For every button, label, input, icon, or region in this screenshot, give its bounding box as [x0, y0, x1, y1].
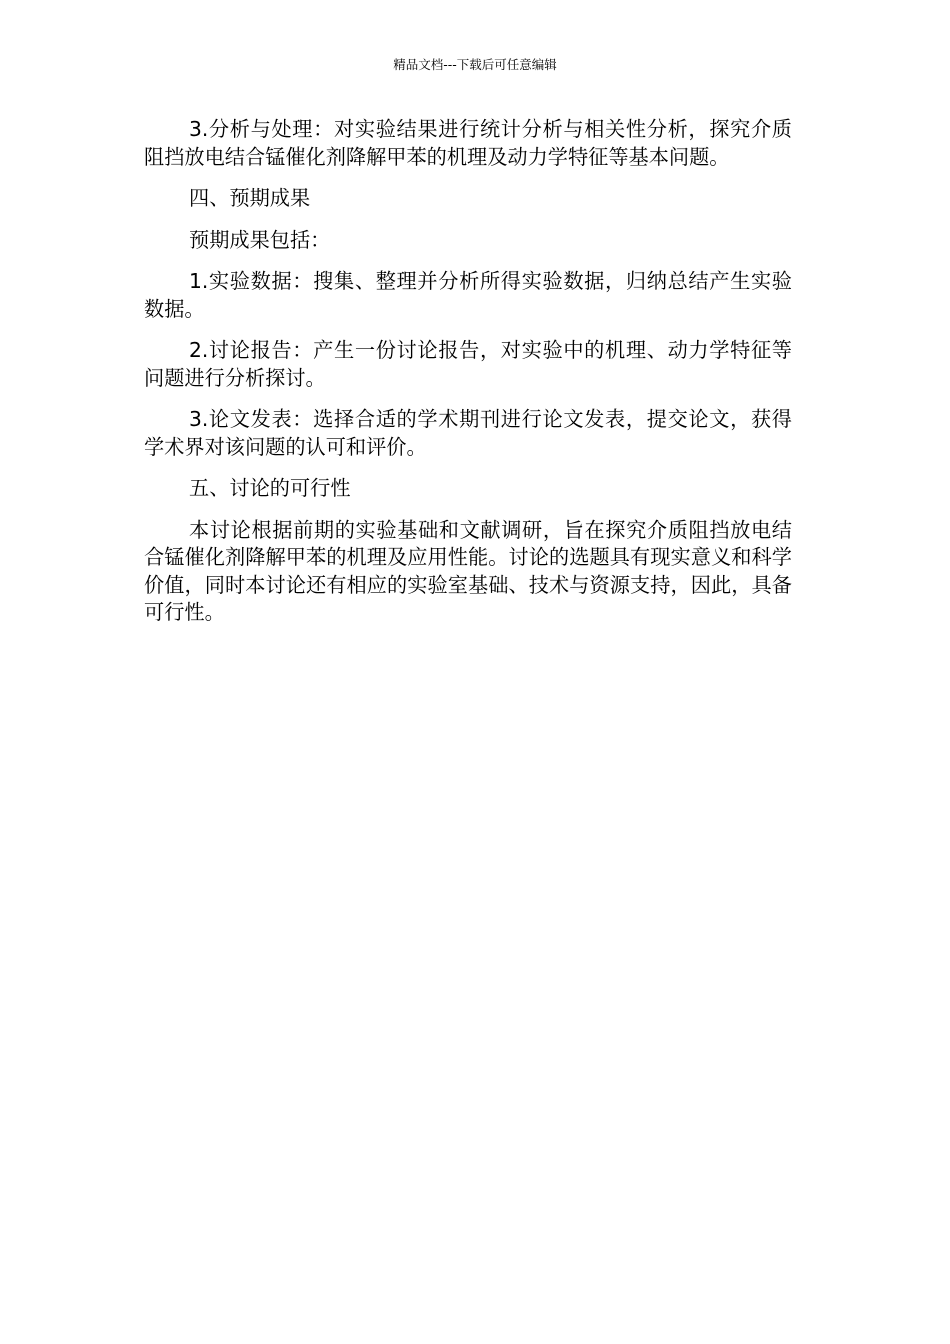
paragraph-feasibility: 本讨论根据前期的实验基础和文献调研，旨在探究介质阻挡放电结合锰催化剂降解甲苯的机理及应用性能。讨论的选题具有现实意义和科学价值，同时本讨论还有相应的实验室基础、技术与资源支持，因此，具备可行性。 — [144, 517, 792, 624]
paragraph-analysis: 3.分析与处理：对实验结果进行统计分析与相关性分析，探究介质阻挡放电结合锰催化剂降解甲苯的机理及动力学特征等基本问题。 — [144, 117, 792, 169]
document-body — [144, 116, 792, 641]
section-heading-feasibility: 五、讨论的可行性 — [189, 476, 351, 500]
paragraph-paper-publication: 3.论文发表：选择合适的学术期刊进行论文发表，提交论文，获得学术界对该问题的认可和评价。 — [144, 407, 792, 459]
section-heading-expected-results: 四、预期成果 — [189, 186, 311, 210]
paragraph-expected-results-intro: 预期成果包括： — [189, 227, 331, 252]
paragraph-experimental-data: 1.实验数据：搜集、整理并分析所得实验数据，归纳总结产生实验数据。 — [144, 269, 792, 321]
paragraph-discussion-report: 2.讨论报告：产生一份讨论报告，对实验中的机理、动力学特征等问题进行分析探讨。 — [144, 338, 792, 390]
page-header: 精品文档---下载后可任意编辑 — [393, 57, 557, 72]
